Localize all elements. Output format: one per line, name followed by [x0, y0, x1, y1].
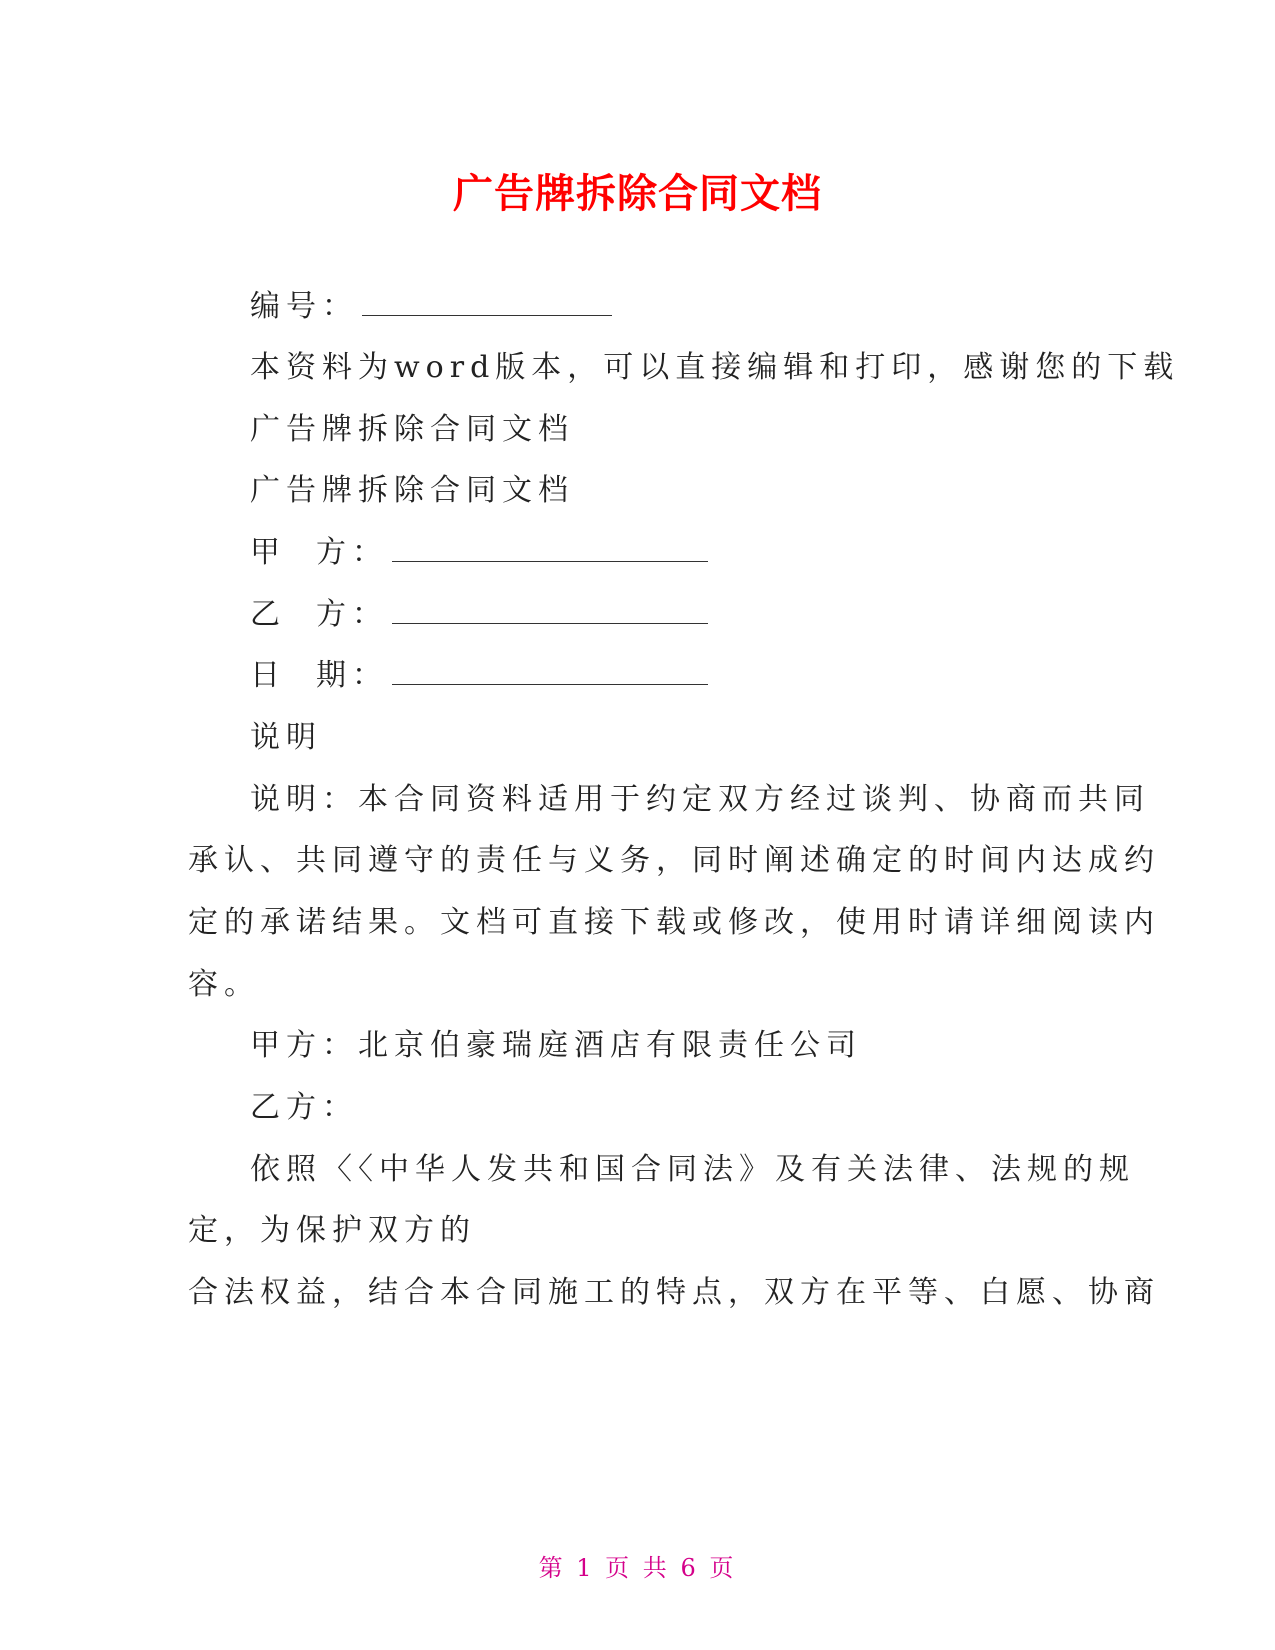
- party-b-line: [250, 597, 708, 632]
- subtitle-line-2: 广告牌拆除合同文档: [250, 473, 574, 508]
- number-line: [250, 289, 612, 324]
- party-b-full-name: 乙方：: [250, 1090, 358, 1125]
- party-a-blank-field: [392, 560, 708, 562]
- date-line: [250, 658, 708, 693]
- number-blank-field: [362, 314, 612, 316]
- number-label: 编号：: [250, 289, 358, 324]
- explain-paragraph-line-1: 说明：本合同资料适用于约定双方经过谈判、协商而共同: [250, 782, 1150, 817]
- party-a-label-rest: 方：: [316, 535, 388, 570]
- subtitle-line-1: 广告牌拆除合同文档: [250, 412, 574, 447]
- explain-paragraph-line-3: 定的承诺结果。文档可直接下载或修改，使用时请详细阅读内: [188, 905, 1160, 940]
- party-a-label-char: 甲: [250, 535, 286, 570]
- body-paragraph-line-1: 依照〈〈中华人发共和国合同法》及有关法律、法规的规: [250, 1152, 1135, 1187]
- page-number-footer: 第 1 页 共 6 页: [538, 1554, 737, 1582]
- download-notice: 本资料为word版本，可以直接编辑和打印，感谢您的下载: [250, 350, 1180, 385]
- body-paragraph-line-2: 定，为保护双方的: [188, 1213, 476, 1248]
- explain-paragraph-line-2: 承认、共同遵守的责任与义务，同时阐述确定的时间内达成约: [188, 843, 1160, 878]
- date-label-rest: 期：: [316, 658, 388, 693]
- party-b-label-rest: 方：: [316, 597, 388, 632]
- date-label-char: 日: [250, 658, 286, 693]
- date-blank-field: [392, 683, 708, 685]
- party-a-full-name: 甲方：北京伯豪瑞庭酒店有限责任公司: [250, 1028, 862, 1063]
- body-paragraph-line-3: 合法权益，结合本合同施工的特点，双方在平等、白愿、协商: [188, 1275, 1160, 1310]
- explain-heading: 说明: [250, 720, 322, 755]
- document-title: 广告牌拆除合同文档: [453, 171, 822, 217]
- party-b-label-char: 乙: [250, 597, 286, 632]
- party-a-line: [250, 535, 708, 570]
- party-b-blank-field: [392, 622, 708, 624]
- explain-paragraph-line-4: 容。: [188, 967, 260, 1002]
